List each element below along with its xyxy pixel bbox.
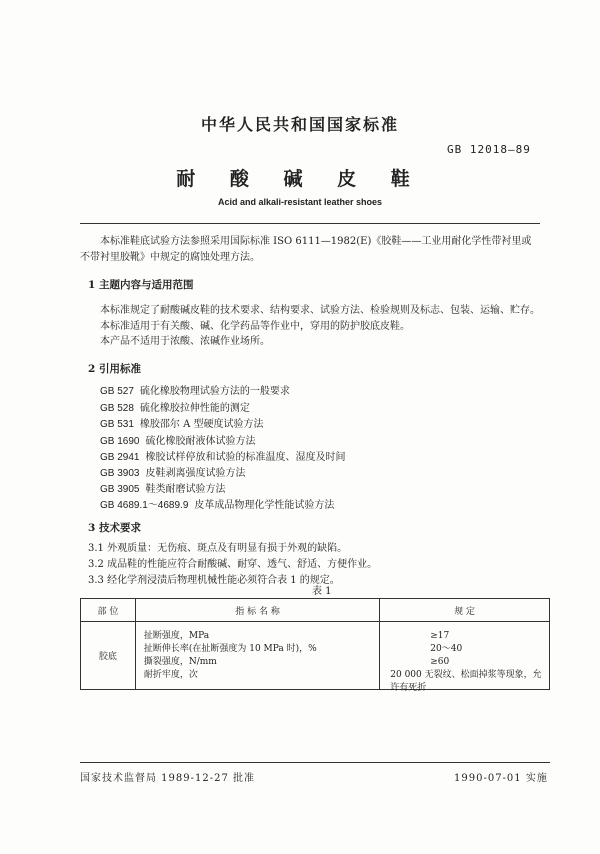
intro-line-2: 不带衬里胶靴》中规定的腐蚀处理方法。: [80, 252, 260, 263]
table-row-name: 扯断强度，MPa: [143, 631, 210, 641]
reference-item: GB 527 硫化橡胶物理试验方法的一般要求: [100, 386, 290, 397]
intro-line-1: 本标准鞋底试验方法参照采用国际标准 ISO 6111—1982(E)《胶鞋——工业用耐化学性带衬里或: [100, 236, 532, 247]
footer-divider: [80, 762, 550, 763]
requirement-item: 3.1 外观质量：无伤痕、斑点及有明显有损于外观的缺陷。: [88, 543, 348, 554]
implementation-date: 1990-07-01 实施: [454, 773, 548, 784]
table-row-value: 20 000 无裂纹、松面掉浆等现象，允许有死折: [390, 670, 542, 693]
section-2-heading: 2 引用标准: [88, 363, 141, 375]
table-row-value: 20～40: [430, 644, 463, 654]
properties-table: [80, 598, 550, 693]
section-1-heading: 1 主题内容与适用范围: [88, 279, 194, 291]
table-row-value: ≥60: [430, 657, 450, 667]
section-1-para-2: 本标准适用于有关酸、碱、化学药品等作业中，穿用的防护胶底皮鞋。: [100, 321, 410, 332]
reference-item: GB 3903 皮鞋剥离强度试验方法: [100, 468, 246, 479]
table-row-value: ≥17: [430, 631, 450, 641]
reference-item: GB 2941 橡胶试样停放和试验的标准温度、湿度及时间: [100, 452, 346, 463]
table-cell-part: 胶底: [81, 622, 136, 690]
table-header-part: 部 位: [81, 599, 136, 622]
approval-date: 国家技术监督局 1989-12-27 批准: [80, 773, 256, 784]
section-3-heading: 3 技术要求: [88, 522, 141, 534]
table-row-name: 撕裂强度，N/mm: [143, 657, 217, 667]
table-header-name: 指 标 名 称: [135, 599, 379, 622]
requirement-item: 3.3 经化学剂浸渍后物理机械性能必须符合表 1 的规定。: [88, 575, 340, 586]
table-header-spec: 规 定: [380, 599, 550, 622]
table-cell-names: [135, 622, 379, 690]
reference-item: GB 3905 鞋类耐磨试验方法: [100, 484, 226, 495]
standard-number: GB 12018—89: [447, 143, 531, 156]
reference-item: GB 1690 硫化橡胶耐液体试验方法: [100, 436, 256, 447]
document-title: 耐 酸 碱 皮 鞋: [176, 168, 424, 190]
reference-item: GB 531 橡胶邵尔 A 型硬度试验方法: [100, 419, 264, 430]
table-caption: 表 1: [312, 586, 332, 597]
table-cell-values: [380, 622, 550, 693]
document-subtitle: Acid and alkali-resistant leather shoes: [217, 197, 383, 207]
header-divider: [80, 223, 540, 224]
requirement-item: 3.2 成品鞋的性能应符合耐酸碱、耐穿、透气、舒适、方便作业。: [88, 559, 378, 570]
table-row-name: 扯断伸长率(在扯断强度为 10 MPa 时)，%: [143, 644, 317, 654]
table-row-name: 耐折牢度，次: [143, 670, 198, 680]
section-1-para-1: 本标准规定了耐酸碱皮鞋的技术要求、结构要求、试验方法、检验规则及标志、包装、运输、贮存。: [100, 305, 540, 316]
standard-title: 中华人民共和国国家标准: [200, 115, 399, 134]
reference-item: GB 4689.1～4689.9 皮革成品物理化学性能试验方法: [100, 500, 335, 511]
section-1-para-3: 本产品不适用于浓酸、浓碱作业场所。: [100, 336, 270, 347]
reference-item: GB 528 硫化橡胶拉伸性能的测定: [100, 403, 250, 414]
